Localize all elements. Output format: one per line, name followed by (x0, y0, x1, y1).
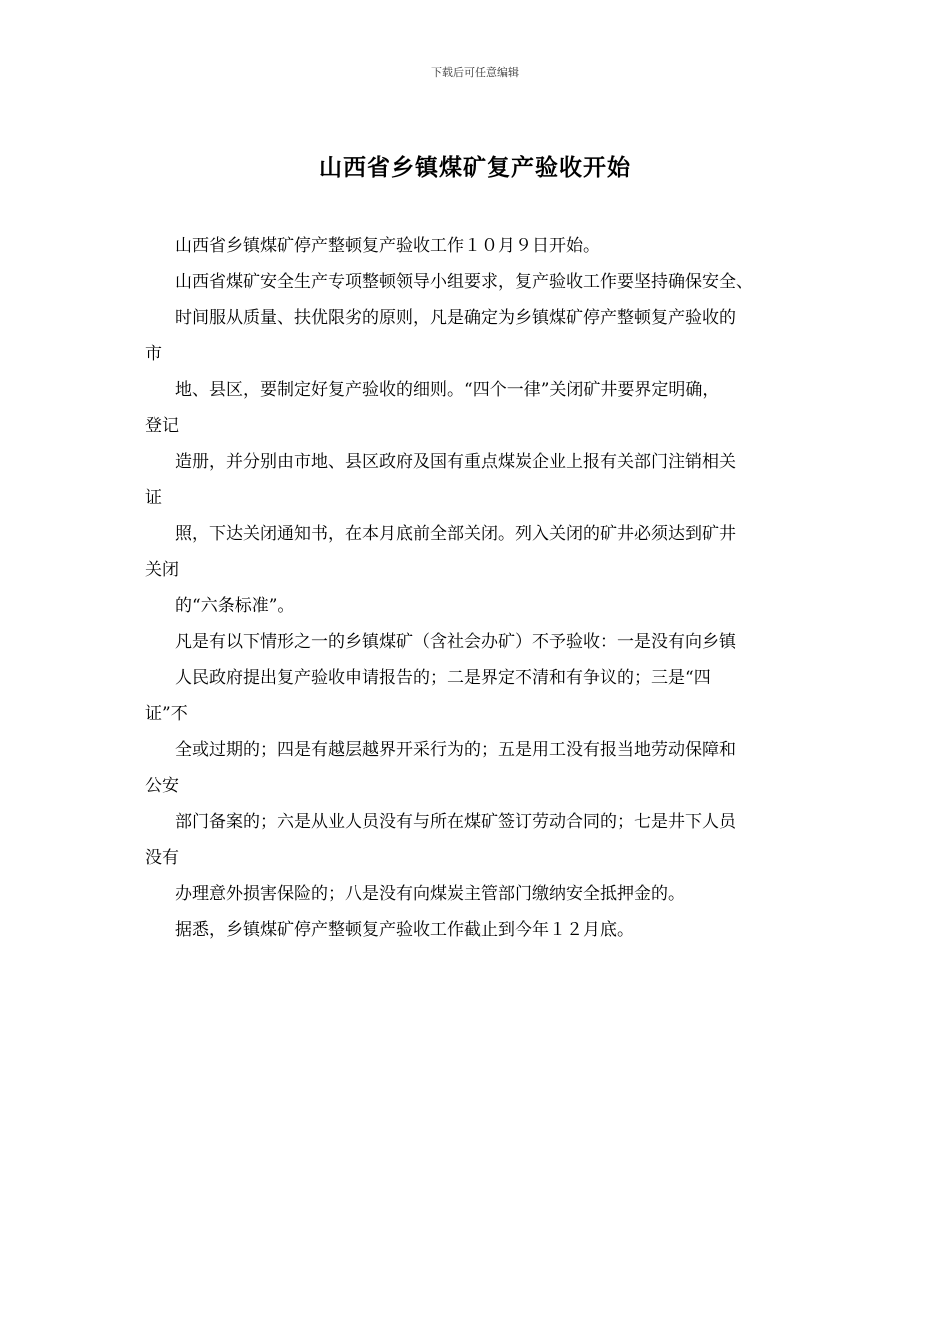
body-line: 办理意外损害保险的；八是没有向煤炭主管部门缴纳安全抵押金的。 (175, 884, 685, 904)
body-line: 公安 (145, 776, 179, 796)
body-line: 关闭 (145, 560, 179, 580)
body-line: 地、县区，要制定好复产验收的细则。“四个一律”关闭矿井要界定明确， (175, 380, 720, 400)
body-line: 时间服从质量、扶优限劣的原则，凡是确定为乡镇煤矿停产整顿复产验收的 (175, 308, 736, 328)
body-line: 市 (145, 344, 162, 364)
body-line: 证”不 (145, 704, 188, 724)
body-line: 凡是有以下情形之一的乡镇煤矿（含社会办矿）不予验收：一是没有向乡镇 (175, 632, 736, 652)
body-line: 登记 (145, 416, 179, 436)
body-line: 据悉，乡镇煤矿停产整顿复产验收工作截止到今年１２月底。 (175, 920, 634, 940)
body-line: 山西省煤矿安全生产专项整顿领导小组要求，复产验收工作要坚持确保安全、 (175, 272, 753, 292)
body-line: 全或过期的；四是有越层越界开采行为的；五是用工没有报当地劳动保障和 (175, 740, 736, 760)
document-body (145, 228, 845, 948)
header-note: 下载后可任意编辑 (431, 66, 519, 79)
page-title: 山西省乡镇煤矿复产验收开始 (319, 155, 631, 181)
body-line: 没有 (145, 848, 179, 868)
body-line: 人民政府提出复产验收申请报告的；二是界定不清和有争议的；三是“四 (175, 668, 711, 688)
body-line: 照，下达关闭通知书，在本月底前全部关闭。列入关闭的矿井必须达到矿井 (175, 524, 736, 544)
body-line: 山西省乡镇煤矿停产整顿复产验收工作１０月９日开始。 (175, 236, 600, 256)
body-line: 证 (145, 488, 162, 508)
body-line: 造册，并分别由市地、县区政府及国有重点煤炭企业上报有关部门注销相关 (175, 452, 736, 472)
body-line: 的“六条标准”。 (175, 596, 295, 616)
body-line: 部门备案的；六是从业人员没有与所在煤矿签订劳动合同的；七是井下人员 (175, 812, 736, 832)
